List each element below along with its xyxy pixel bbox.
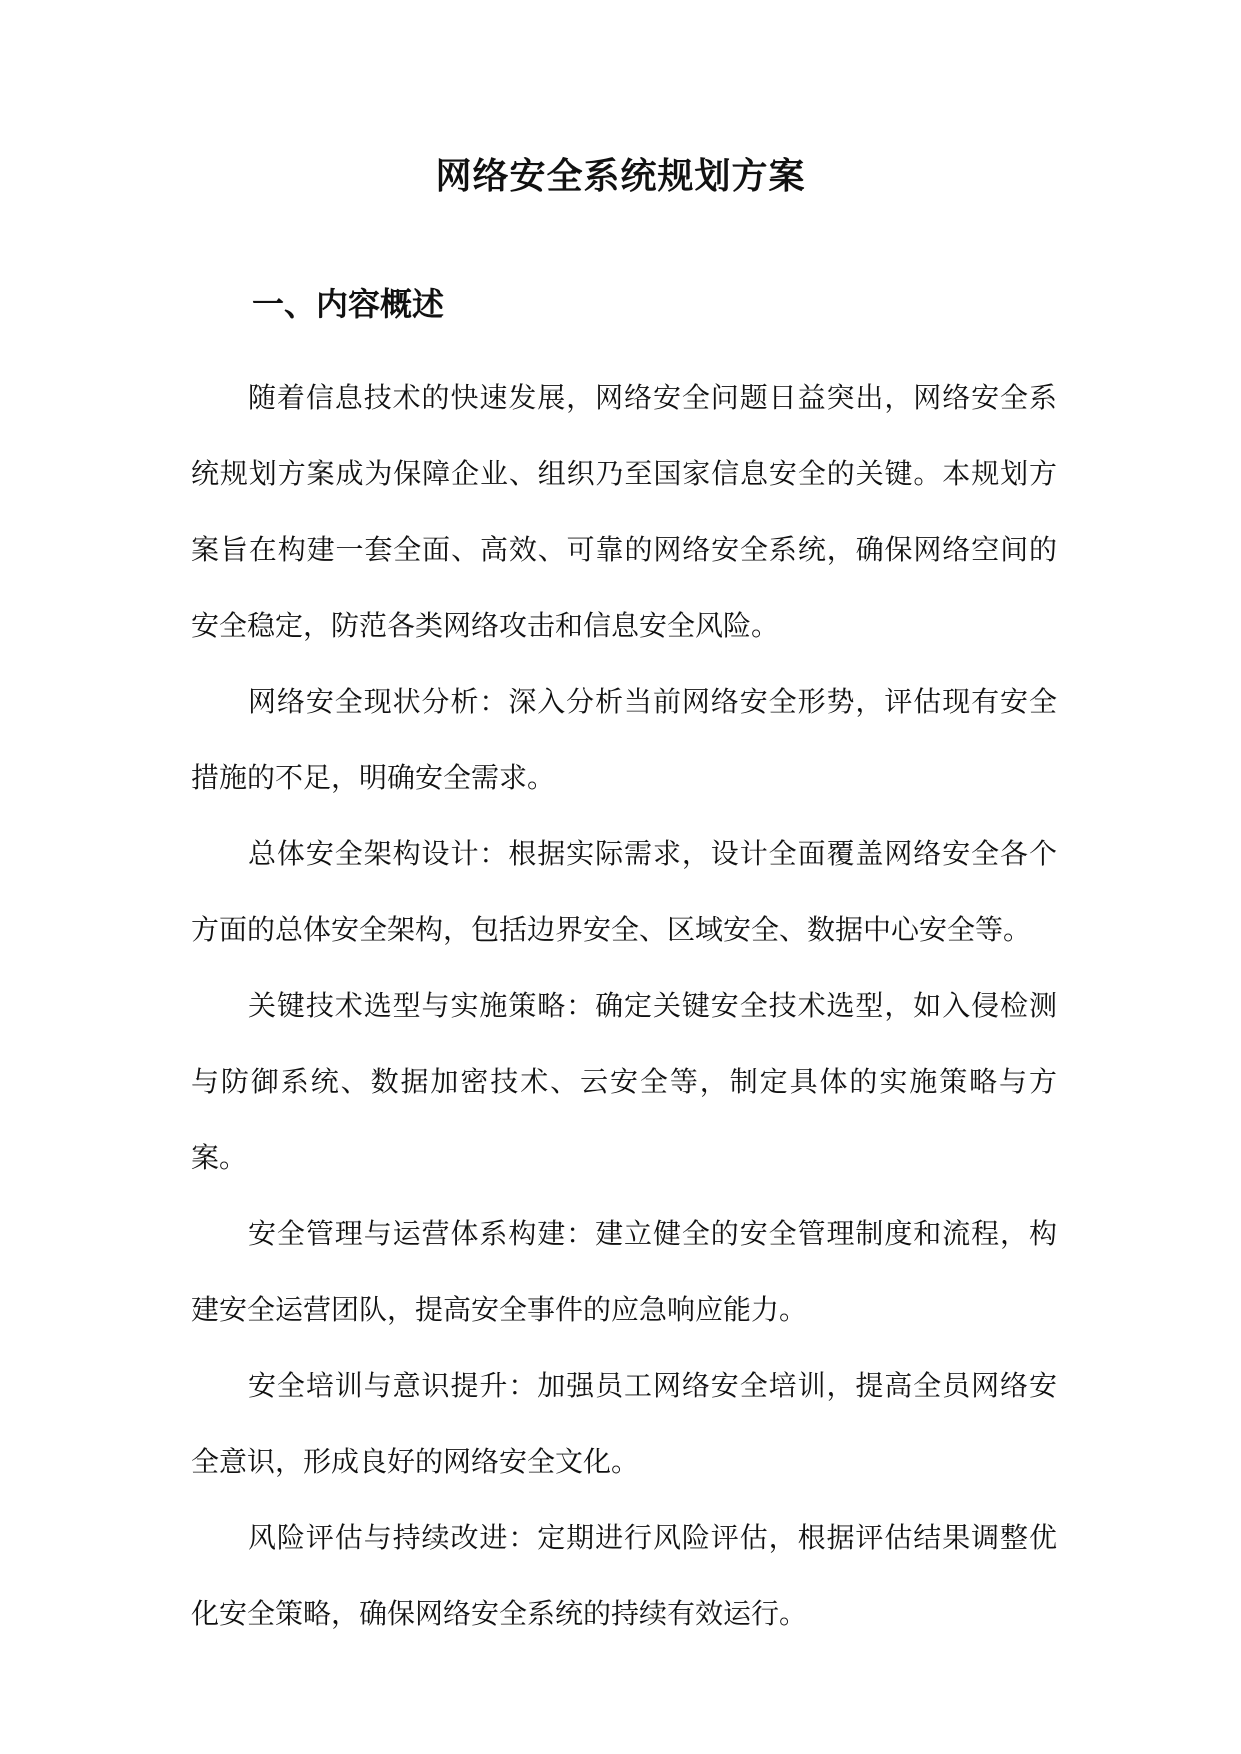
- document-body: [191, 360, 1057, 1652]
- paragraph-risk-assessment: 风险评估与持续改进：定期进行风险评估，根据评估结果调整优化安全策略，确保网络安全系统的持续有效运行。: [191, 1521, 1057, 1630]
- paragraph-technology-selection: 关键技术选型与实施策略：确定关键安全技术选型，如入侵检测与防御系统、数据加密技术、云安全等，制定具体的实施策略与方案。: [191, 989, 1057, 1174]
- section-heading: 一、内容概述: [252, 285, 445, 323]
- paragraph-management-operations: 安全管理与运营体系构建：建立健全的安全管理制度和流程，构建安全运营团队，提高安全事件的应急响应能力。: [191, 1217, 1057, 1326]
- paragraph-status-analysis: 网络安全现状分析：深入分析当前网络安全形势，评估现有安全措施的不足，明确安全需求。: [191, 685, 1057, 794]
- paragraph-intro: 随着信息技术的快速发展，网络安全问题日益突出，网络安全系统规划方案成为保障企业、组织乃至国家信息安全的关键。本规划方案旨在构建一套全面、高效、可靠的网络安全系统，确保网络空间的安全稳定，防范各类网络攻击和信息安全风险。: [191, 381, 1057, 642]
- paragraph-training-awareness: 安全培训与意识提升：加强员工网络安全培训，提高全员网络安全意识，形成良好的网络安全文化。: [191, 1369, 1057, 1478]
- paragraph-architecture-design: 总体安全架构设计：根据实际需求，设计全面覆盖网络安全各个方面的总体安全架构，包括边界安全、区域安全、数据中心安全等。: [191, 837, 1057, 946]
- document-title: 网络安全系统规划方案: [435, 155, 806, 197]
